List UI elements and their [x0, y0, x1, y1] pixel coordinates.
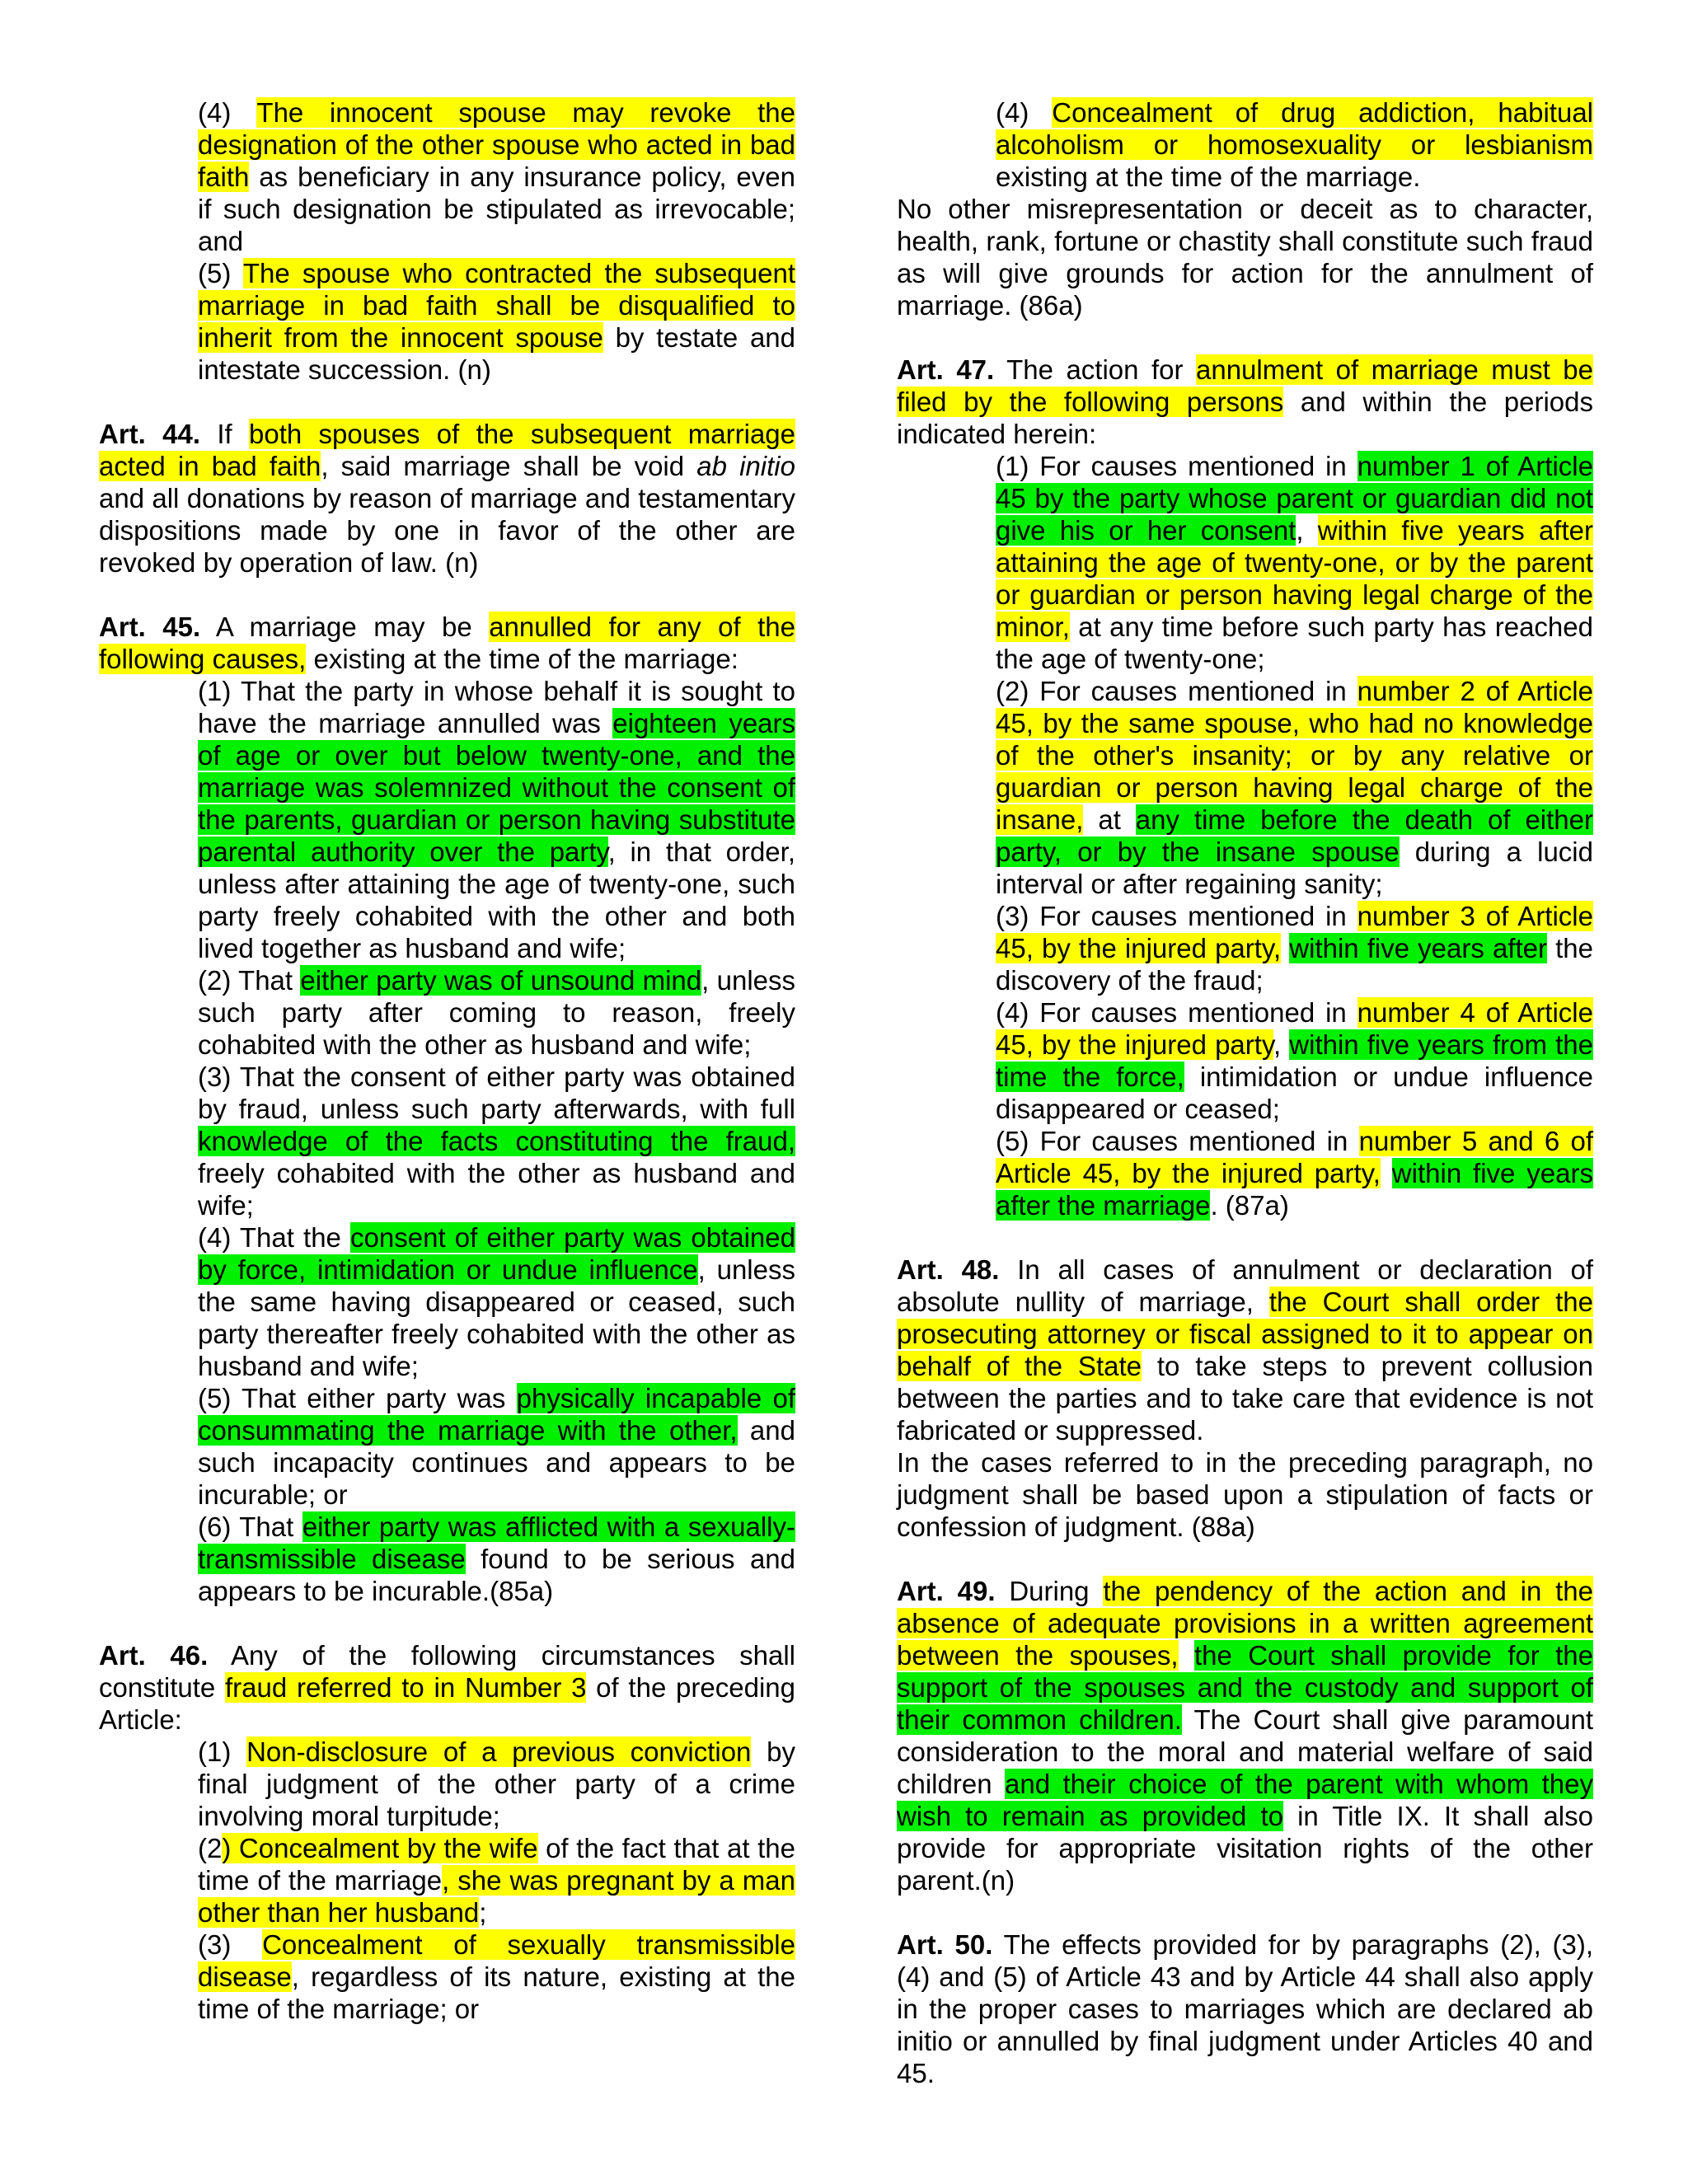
highlight-yellow: the pendency of the action and in the absence of adequate provisions in a written agreement between the spouses,: [897, 1576, 1593, 1671]
article-heading: Art. 46.: [99, 1640, 209, 1671]
art46-item-4: (4) Concealment of drug addiction, habitual alcoholism or homosexuality or lesbianism existing at the time of the marriage.: [996, 97, 1594, 192]
art46-item-2: (2) Concealment by the wife of the fact that at the time of the marriage, she was pregnant by a man other than her husband;: [198, 1833, 795, 1928]
article-44: Art. 44. If both spouses of the subsequent marriage acted in bad faith, said marriage shall be void ab initio and all donations by reason of marriage and testamentary dispositions made by one in favor of the other are revoked by operation of law. (n): [99, 419, 795, 578]
left-column: [99, 96, 795, 2025]
article-49: Art. 49. During the pendency of the action and in the absence of adequate provisions in a written agreement between the spouses, the Court shall provide for the support of the spouses and the custody and support of their common children. The Court shall give paramount consideration to the moral and material welfare of said children and their choice of the parent with whom they wish to remain as provided to in Title IX. It shall also provide for appropriate visitation rights of the other parent.(n): [897, 1576, 1594, 1896]
art45-item-6: (6) That either party was afflicted with a sexually-transmissible disease found to be serious and appears to be incurable.(85a): [198, 1511, 796, 1606]
art47-item-3: (3) For causes mentioned in number 3 of Article 45, by the injured party, within five years after the discovery of the fraud;: [996, 901, 1593, 996]
highlight-yellow: , she was pregnant by a man other than her husband: [198, 1865, 795, 1928]
art47-item-1: (1) For causes mentioned in number 1 of Article 45 by the party whose parent or guardian did not give his or her consent, within five years after attaining the age of twenty-one, or by the parent or guardian or person having legal charge of the minor, at any time before such party has reached the age of twenty-one;: [996, 451, 1593, 674]
art45-item-2: (2) That either party was of unsound mind, unless such party after coming to reason, freely cohabited with the other as husband and wife;: [198, 965, 795, 1060]
highlight-yellow: The spouse who contracted the subsequent marriage in bad faith shall be disqualified to inherit from the innocent spouse: [198, 258, 796, 353]
highlight-green: within five years after: [1289, 933, 1548, 963]
article-47: Art. 47. The action for annulment of marriage must be filed by the following persons and within the periods indicated herein:: [897, 354, 1594, 449]
article-heading: Art. 49.: [897, 1576, 996, 1606]
highlight-green: any time before the death of either party, or by the insane spouse: [996, 804, 1593, 867]
highlight-green: within five years after the marriage: [996, 1158, 1593, 1221]
article-heading: Art. 47.: [897, 354, 995, 385]
article-45: Art. 45. A marriage may be annulled for any of the following causes, existing at the time of the marriage:: [99, 612, 795, 674]
art46-item-1: (1) Non-disclosure of a previous conviction by final judgment of the other party of a crime involving moral turpitude;: [198, 1736, 796, 1831]
highlight-green: either party was of unsound mind: [300, 965, 702, 996]
art48-second-paragraph: In the cases referred to in the preceding paragraph, no judgment shall be based upon a stipulation of facts or confession of judgment. (88a): [897, 1447, 1593, 1542]
art46-item-3: (3) Concealment of sexually transmissible disease, regardless of its nature, existing at the time of the marriage; or: [198, 1929, 795, 2024]
highlight-yellow: number 4 of Article 45, by the injured party: [996, 997, 1593, 1060]
article-48: Art. 48. In all cases of annulment or declaration of absolute nullity of marriage, the Court shall order the prosecuting attorney or fiscal assigned to it to appear on behalf of the State to take steps to prevent collusion between the parties and to take care that evidence is not fabricated or suppressed.: [897, 1254, 1594, 1446]
highlight-green: either party was afflicted with a sexually-transmissible disease: [198, 1511, 795, 1574]
highlight-yellow: Concealment of sexually transmissible disease: [198, 1929, 795, 1992]
article-heading: Art. 48.: [897, 1254, 1000, 1285]
highlight-yellow: within five years after attaining the age of twenty-one, or by the parent or guardian or person having legal charge of the minor,: [996, 515, 1593, 642]
art45-item-5: (5) That either party was physically incapable of consummating the marriage with the other, and such incapacity continues and appears to be incurable; or: [198, 1383, 795, 1510]
article-heading: Art. 50.: [897, 1929, 993, 1960]
art45-item-1: (1) That the party in whose behalf it is sought to have the marriage annulled was eighteen years of age or over but below twenty-one, and the marriage was solemnized without the consent of the parents, guardian or person having substitute parental authority over the party, in that order, unless after attaining the age of twenty-one, such party freely cohabited with the other and both lived together as husband and wife;: [198, 676, 796, 963]
highlight-green: eighteen years of age or over but below twenty-one, and the marriage was solemnized without the consent of the parents, guardian or person having substitute parental authority over the party: [198, 708, 796, 867]
highlight-yellow: annulled for any of the following causes,: [99, 612, 795, 674]
highlight-green: the Court shall provide for the support of the spouses and the custody and support of their common children.: [897, 1640, 1593, 1735]
art47-item-4: (4) For causes mentioned in number 4 of Article 45, by the injured party, within five years from the time the force, intimidation or undue influence disappeared or ceased;: [996, 997, 1593, 1124]
art43-item-4: (4) The innocent spouse may revoke the designation of the other spouse who acted in bad faith as beneficiary in any insurance policy, even if such designation be stipulated as irrevocable; and: [198, 97, 796, 256]
art47-item-2: (2) For causes mentioned in number 2 of Article 45, by the same spouse, who had no knowledge of the other's insanity; or by any relative or guardian or person having legal charge of the insane, at any time before the death of either party, or by the insane spouse during a lucid interval or after regaining sanity;: [996, 676, 1593, 899]
highlight-green: knowledge of the facts constituting the fraud,: [198, 1126, 795, 1156]
highlight-yellow: Concealment of drug addiction, habitual alcoholism or homosexuality or lesbianism: [996, 97, 1594, 160]
highlight-yellow: number 3 of Article 45, by the injured party,: [996, 901, 1593, 963]
art45-item-3: (3) That the consent of either party was obtained by fraud, unless such party afterwards, with full knowledge of the facts constituting the fraud, freely cohabited with the other as husband and wife;: [198, 1062, 795, 1221]
highlight-yellow: both spouses of the subsequent marriage acted in bad faith: [99, 419, 795, 481]
highlight-yellow: number 2 of Article 45, by the same spouse, who had no knowledge of the other's insanity; or by any relative or guardian or person having legal charge of the insane,: [996, 676, 1593, 835]
article-46: Art. 46. Any of the following circumstances shall constitute fraud referred to in Number 3 of the preceding Article:: [99, 1640, 795, 1735]
highlight-yellow: The innocent spouse may revoke the designation of the other spouse who acted in bad faith: [198, 97, 796, 192]
article-heading: Art. 45.: [99, 612, 201, 642]
highlight-green: consent of either party was obtained by force, intimidation or undue influence: [198, 1222, 795, 1285]
highlight-green: and their choice of the parent with whom they wish to remain as provided to: [897, 1769, 1594, 1831]
highlight-yellow: number 5 and 6 of Article 45, by the injured party,: [996, 1126, 1594, 1188]
art47-item-5: (5) For causes mentioned in number 5 and 6 of Article 45, by the injured party, within five years after the marriage. (87a): [996, 1126, 1594, 1221]
art45-item-4: (4) That the consent of either party was obtained by force, intimidation or undue influence, unless the same having disappeared or ceased, such party thereafter freely cohabited with the other as husband and wife;: [198, 1222, 795, 1381]
highlight-yellow: the Court shall order the prosecuting attorney or fiscal assigned to it to appear on behalf of the State: [897, 1286, 1593, 1381]
highlight-yellow: Non-disclosure of a previous conviction: [246, 1736, 752, 1767]
right-column: [897, 96, 1593, 2089]
highlight-green: physically incapable of consummating the marriage with the other,: [198, 1383, 795, 1446]
article-heading: Art. 44.: [99, 419, 201, 449]
art46-closing-paragraph: No other misrepresentation or deceit as to character, health, rank, fortune or chastity shall constitute such fraud as will give grounds for action for the annulment of marriage. (86a): [897, 194, 1593, 321]
highlight-green: within five years from the time the force,: [996, 1029, 1593, 1092]
highlight-yellow: annulment of marriage must be filed by the following persons: [897, 354, 1594, 417]
article-50: Art. 50. The effects provided for by paragraphs (2), (3), (4) and (5) of Article 43 and by Article 44 shall also apply in the proper cases to marriages which are declared ab initio or annulled by final judgment under Articles 40 and 45.: [897, 1929, 1593, 2088]
highlight-green: number 1 of Article 45 by the party whose parent or guardian did not give his or her consent: [996, 451, 1593, 546]
art43-item-5: (5) The spouse who contracted the subsequent marriage in bad faith shall be disqualified to inherit from the innocent spouse by testate and intestate succession. (n): [198, 258, 796, 385]
highlight-yellow: fraud referred to in Number 3: [225, 1672, 587, 1703]
highlight-yellow: ) Concealment by the wife: [222, 1833, 538, 1863]
